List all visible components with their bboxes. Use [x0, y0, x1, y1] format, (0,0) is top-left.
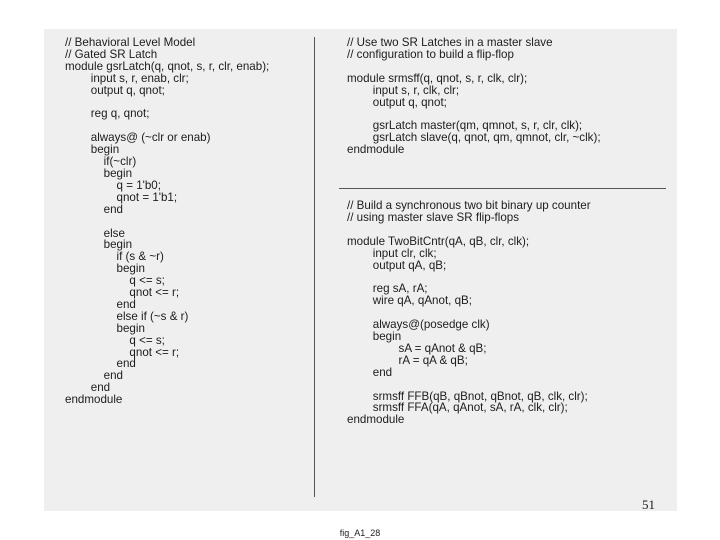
code-line: // Build a synchronous two bit binary up counter — [347, 199, 591, 212]
code-line: gsrLatch slave(q, qnot, qm, qmnot, clr, ~clk); — [347, 131, 601, 145]
code-line — [347, 379, 591, 391]
code-line — [65, 216, 269, 228]
code-line: // configuration to build a flip-flop — [347, 47, 514, 61]
code-line: else — [65, 226, 125, 240]
code-line: output q, qnot; — [65, 83, 165, 97]
code-line: output q, qnot; — [347, 95, 447, 109]
code-line: module TwoBitCntr(qA, qB, clr, clk); — [347, 234, 530, 248]
code-line: begin — [65, 143, 120, 157]
slide-panel — [44, 29, 677, 511]
code-line: // Behavioral Level Model — [65, 36, 196, 49]
code-line: qnot <= r; — [65, 345, 180, 359]
code-line: end — [65, 381, 111, 395]
code-line: end — [65, 369, 123, 383]
code-line: begin — [65, 166, 133, 180]
code-line: q <= s; — [65, 333, 165, 347]
code-line: end — [65, 202, 123, 216]
code-line — [347, 61, 601, 73]
code-line: gsrLatch master(qm, qmnot, s, r, clr, clk); — [347, 119, 583, 133]
code-line: q = 1'b0; — [65, 178, 161, 192]
code-line: input s, r, enab, clr; — [65, 71, 189, 85]
code-line: wire qA, qAnot, qB; — [347, 294, 473, 308]
code-line — [347, 224, 591, 236]
gated-sr-latch-code — [65, 37, 269, 406]
code-line: // Gated SR Latch — [65, 47, 158, 61]
code-line: if (s & ~r) — [65, 250, 164, 264]
code-line: end — [65, 357, 136, 371]
code-line: sA = qAnot & qB; — [347, 341, 487, 355]
code-line: else if (~s & r) — [65, 309, 189, 323]
code-line: module gsrLatch(q, qnot, s, r, clr, enab); — [65, 59, 270, 73]
figure-caption: fig_A1_28 — [339, 528, 381, 538]
code-line: endmodule — [347, 143, 405, 157]
code-line: begin — [65, 238, 133, 252]
code-line: reg q, qnot; — [65, 107, 150, 121]
code-line: endmodule — [65, 393, 123, 407]
code-line: always@ (~clr or enab) — [65, 131, 211, 145]
code-line: begin — [65, 262, 145, 276]
code-line: input clr, clk; — [347, 246, 437, 260]
code-line: if(~clr) — [65, 155, 137, 169]
master-slave-ff-code — [347, 37, 601, 156]
code-line: always@(posedge clk) — [347, 318, 490, 332]
code-line: module srmsff(q, qnot, s, r, clk, clr); — [347, 71, 528, 85]
code-line: input s, r, clk, clr; — [347, 83, 460, 97]
code-line: srmsff FFA(qA, qAnot, sA, rA, clk, clr); — [347, 401, 568, 415]
code-line: rA = qA & qB; — [347, 353, 468, 367]
page-number: 51 — [642, 497, 655, 512]
code-line: qnot <= r; — [65, 286, 180, 300]
code-line: q <= s; — [65, 274, 165, 288]
code-line: // using master slave SR flip-flops — [347, 210, 520, 224]
code-line: reg sA, rA; — [347, 282, 428, 296]
section-divider — [339, 188, 666, 189]
code-line: begin — [347, 329, 402, 343]
two-bit-counter-code — [347, 200, 591, 426]
code-line: endmodule — [347, 413, 405, 427]
code-line: output qA, qB; — [347, 258, 447, 272]
code-line: srmsff FFB(qB, qBnot, qBnot, qB, clk, clr); — [347, 389, 588, 403]
code-line: qnot = 1'b1; — [65, 190, 178, 204]
code-line: begin — [65, 321, 145, 335]
code-line: end — [65, 297, 136, 311]
code-line: // Use two SR Latches in a master slave — [347, 36, 553, 49]
column-divider — [314, 37, 315, 497]
code-line: end — [347, 365, 393, 379]
